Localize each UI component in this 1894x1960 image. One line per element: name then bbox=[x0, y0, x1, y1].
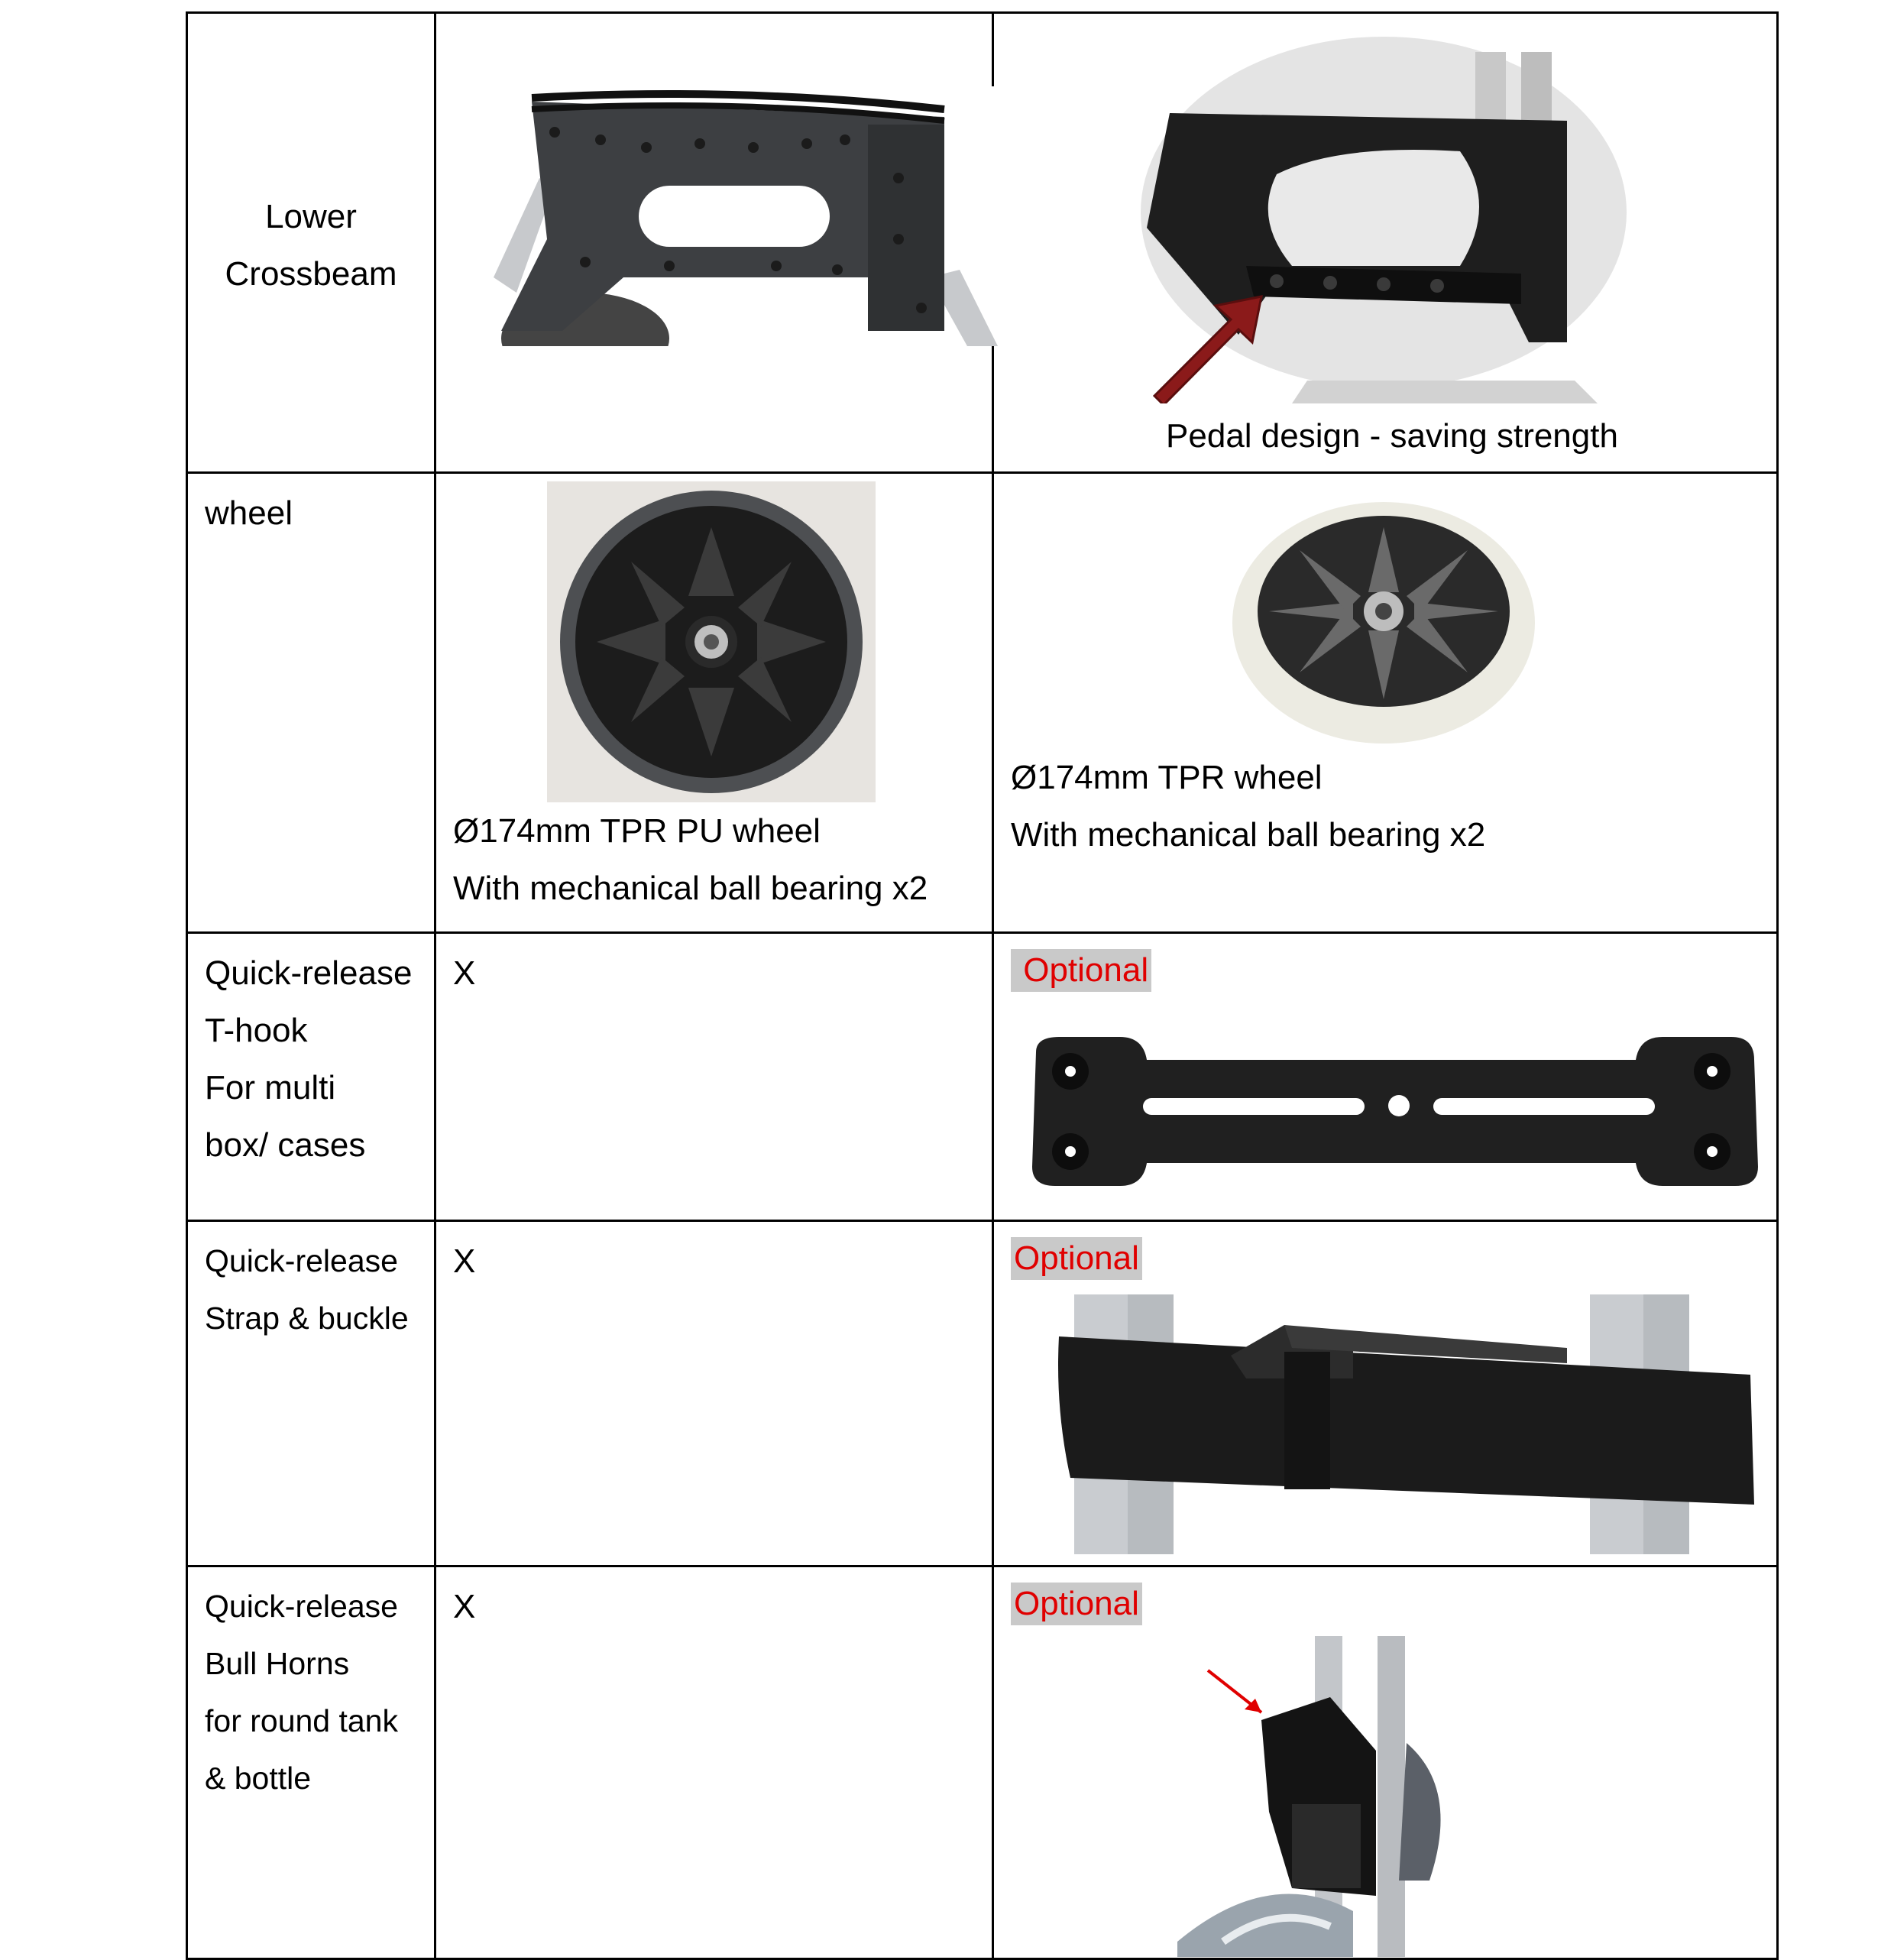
wheel-spec-line: Ø174mm TPR wheel bbox=[1011, 759, 1323, 796]
optional-cell bbox=[993, 1221, 1778, 1566]
not-available-mark: X bbox=[453, 1588, 476, 1625]
wheel-spec-line: Ø174mm TPR PU wheel bbox=[453, 812, 821, 850]
feature-cell bbox=[187, 473, 435, 933]
feature-line: Crossbeam bbox=[225, 255, 397, 293]
standard-cell bbox=[435, 473, 993, 933]
table-row bbox=[187, 13, 1778, 473]
feature-line: for round tank bbox=[205, 1703, 398, 1738]
wheel-spec-line: With mechanical ball bearing x2 bbox=[1011, 816, 1486, 854]
optional-cell bbox=[993, 13, 1778, 473]
table-row bbox=[187, 1221, 1778, 1566]
feature-line: For multi bbox=[205, 1069, 336, 1106]
table-row bbox=[187, 473, 1778, 933]
lower-crossbeam-photo bbox=[471, 86, 998, 346]
feature-line: Quick-release bbox=[205, 1243, 398, 1278]
optional-tag: Optional bbox=[1011, 1237, 1142, 1280]
pu-wheel-photo bbox=[547, 481, 876, 802]
optional-cell bbox=[993, 473, 1778, 933]
standard-cell bbox=[435, 1566, 993, 1959]
feature-line: Quick-release bbox=[205, 1589, 398, 1624]
standard-cell bbox=[435, 1221, 993, 1566]
pedal-crossbeam-photo bbox=[1139, 37, 1628, 403]
feature-line: wheel bbox=[205, 494, 293, 532]
feature-cell bbox=[187, 933, 435, 1221]
feature-line: box/ cases bbox=[205, 1126, 366, 1164]
feature-line: Strap & buckle bbox=[205, 1301, 409, 1336]
feature-line: T-hook bbox=[205, 1012, 308, 1049]
feature-cell bbox=[187, 1221, 435, 1566]
optional-cell bbox=[993, 1566, 1778, 1959]
table-row bbox=[187, 933, 1778, 1221]
optional-cell bbox=[993, 933, 1778, 1221]
strap-buckle-photo bbox=[1032, 1294, 1766, 1554]
spec-table bbox=[186, 11, 1779, 1960]
not-available-mark: X bbox=[453, 954, 476, 992]
table-row bbox=[187, 1566, 1778, 1959]
optional-tag: Optional bbox=[1011, 949, 1151, 992]
feature-line: & bottle bbox=[205, 1761, 312, 1796]
standard-cell bbox=[435, 933, 993, 1221]
feature-cell bbox=[187, 1566, 435, 1959]
feature-cell bbox=[187, 13, 435, 473]
feature-line: Bull Horns bbox=[205, 1646, 350, 1681]
tpr-wheel-photo bbox=[1231, 489, 1536, 749]
feature-line: Quick-release bbox=[205, 954, 413, 992]
pedal-caption: Pedal design - saving strength bbox=[1166, 417, 1618, 455]
spec-sheet bbox=[186, 11, 1776, 1959]
wheel-spec-line: With mechanical ball bearing x2 bbox=[453, 870, 928, 907]
feature-line: Lower bbox=[265, 198, 357, 235]
bull-horns-photo bbox=[1177, 1636, 1536, 1957]
optional-tag: Optional bbox=[1011, 1583, 1142, 1625]
standard-cell bbox=[435, 13, 993, 473]
not-available-mark: X bbox=[453, 1242, 476, 1280]
t-hook-bar-photo bbox=[1021, 1029, 1762, 1197]
